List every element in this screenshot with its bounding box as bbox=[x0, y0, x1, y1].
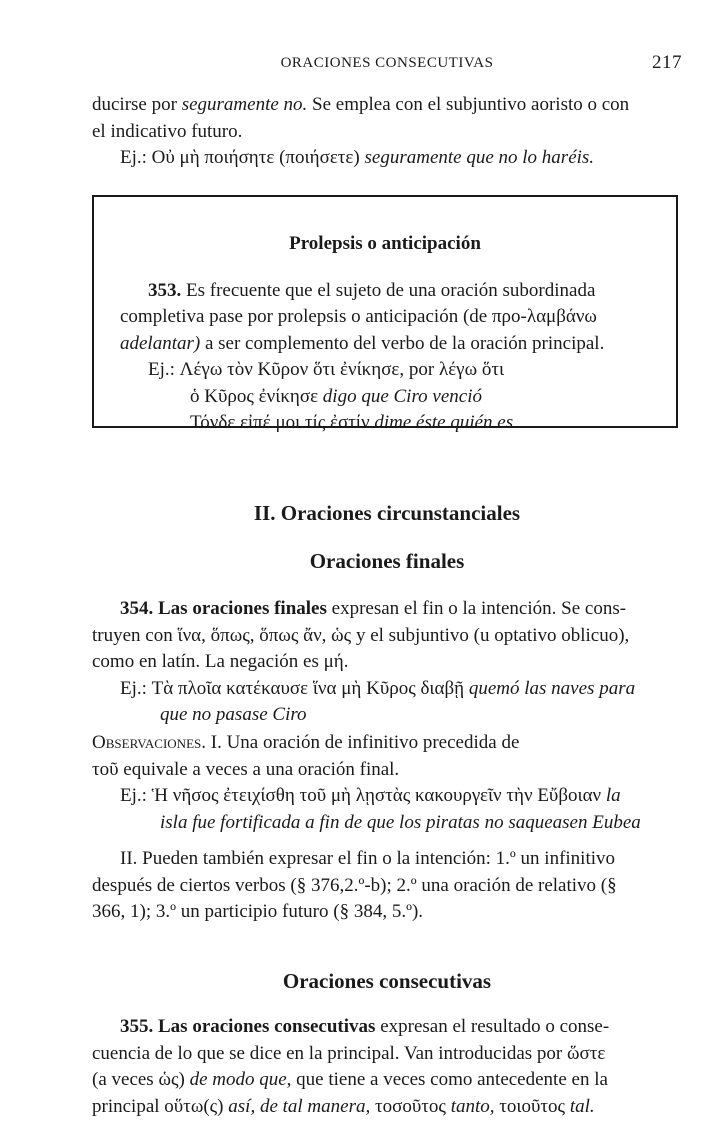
bold-term: Las oraciones consecutivas bbox=[153, 1016, 376, 1037]
greek-text: Λέγω τὸν Κῦρον ὅτι ἐνίκησε, por λέγω ὅτι bbox=[179, 359, 505, 380]
intro-example bbox=[92, 145, 682, 172]
translation-text: isla fue fortificada a fin de que los piratas no saqueasen Eubea bbox=[160, 811, 641, 833]
paragraph-line: 366, 1); 3.º un participio futuro (§ 384, 5.º). bbox=[92, 901, 424, 922]
italic-text: de modo que, bbox=[189, 1069, 292, 1090]
intro-text: Se emplea con el subjuntivo aoristo o con bbox=[307, 94, 630, 115]
greek-text: Τόνδε εἰπέ μοι τίς ἐστίν bbox=[190, 412, 375, 433]
intro-line: el indicativo futuro. bbox=[92, 120, 243, 142]
paragraph-line: como en latín. La negación es μή. bbox=[92, 651, 349, 672]
paragraph-354 bbox=[92, 596, 682, 729]
paragraph-text: expresan el resultado o conse- bbox=[375, 1016, 610, 1037]
intro-italic: seguramente no. bbox=[181, 94, 308, 115]
paragraph-text: Es frecuente que el sujeto de una oración subordinada bbox=[181, 279, 596, 301]
paragraph-text: expresan el fin o la intención. Se cons- bbox=[326, 598, 627, 619]
example-label: Ej.: bbox=[120, 785, 152, 806]
subsection-heading: Oraciones finales bbox=[309, 549, 465, 573]
greek-text: τοσοῦτος bbox=[370, 1095, 451, 1117]
greek-text: ὁ Κῦρος ἐνίκησε bbox=[190, 385, 323, 407]
observations bbox=[92, 730, 682, 926]
paragraph-line: después de ciertos verbos (§ 376,2.º-b); 2.º una oración de relativo (§ bbox=[92, 874, 617, 896]
italic-text: adelantar) bbox=[120, 332, 201, 354]
translation-text: la bbox=[605, 785, 621, 806]
italic-text: tal. bbox=[569, 1095, 595, 1117]
paragraph-line: τοῦ equivale a veces a una oración final. bbox=[92, 758, 400, 780]
translation-text: que no pasase Ciro bbox=[160, 704, 307, 725]
paragraph-text: que tiene a veces como antecedente en la bbox=[291, 1069, 608, 1090]
example-label: Ej.: bbox=[120, 677, 152, 699]
observations-label: Observaciones. bbox=[92, 732, 206, 753]
section-heading: II. Oraciones circunstanciales bbox=[253, 501, 521, 525]
greek-text: Τὰ πλοῖα κατέκαυσε ἵνα μὴ Κῦρος διαβῇ bbox=[151, 677, 469, 699]
bold-term: Las oraciones finales bbox=[153, 598, 327, 619]
running-title: ORACIONES CONSECUTIVAS bbox=[280, 55, 494, 71]
intro-text: ducirse por bbox=[92, 94, 182, 115]
translation-text: digo que Ciro venció bbox=[322, 385, 482, 407]
italic-text: tanto, bbox=[450, 1095, 495, 1117]
paragraph-text: a ser complemento del verbo de la oración principal. bbox=[200, 332, 605, 354]
paragraph-355 bbox=[92, 1014, 682, 1120]
paragraph-line: cuencia de lo que se dice en la principal. Van introducidas por ὥστε bbox=[92, 1042, 606, 1064]
paragraph-353 bbox=[120, 278, 650, 437]
running-head bbox=[92, 50, 682, 76]
intro-paragraph bbox=[92, 92, 682, 172]
translation-text: seguramente que no lo haréis. bbox=[364, 147, 595, 168]
translation-text: quemó las naves para bbox=[468, 677, 636, 699]
box-heading: Prolepsis o anticipación bbox=[289, 233, 481, 254]
paragraph-text: I. Una oración de infinitivo precedida de bbox=[206, 732, 520, 753]
example-label: Ej.: bbox=[148, 359, 180, 380]
paragraph-line: truyen con ἵνα, ὅπως, ὅπως ἄν, ὡς y el subjuntivo (u optativo oblicuo), bbox=[92, 624, 630, 646]
subsection-heading: Oraciones consecutivas bbox=[282, 969, 492, 993]
example-label: Ej.: bbox=[120, 147, 152, 168]
greek-text: τοιοῦτος bbox=[494, 1095, 570, 1117]
paragraph-text: principal οὕτω(ς) bbox=[92, 1095, 229, 1117]
paragraph-number: 353. bbox=[148, 279, 182, 301]
greek-text: Ἡ νῆσος ἐτειχίσθη τοῦ μὴ λῃστὰς κακουργεῖν τὴν Εὔβοιαν bbox=[151, 785, 606, 806]
paragraph-number: 354. bbox=[120, 598, 154, 619]
paragraph-number: 355. bbox=[120, 1016, 154, 1037]
translation-text: dime éste quién es bbox=[374, 412, 514, 433]
greek-text: Οὐ μὴ ποιήσητε (ποιήσετε) bbox=[151, 147, 365, 168]
paragraph-text: (a veces ὡς) bbox=[92, 1069, 190, 1090]
italic-text: así, de tal manera, bbox=[228, 1095, 371, 1117]
paragraph-line: II. Pueden también expresar el fin o la intención: 1.º un infinitivo bbox=[120, 848, 616, 869]
page-number: 217 bbox=[652, 52, 682, 73]
prolepsis-box bbox=[92, 195, 678, 433]
paragraph-line: completiva pase por prolepsis o anticipación (de προ-λαμβάνω bbox=[120, 306, 597, 327]
